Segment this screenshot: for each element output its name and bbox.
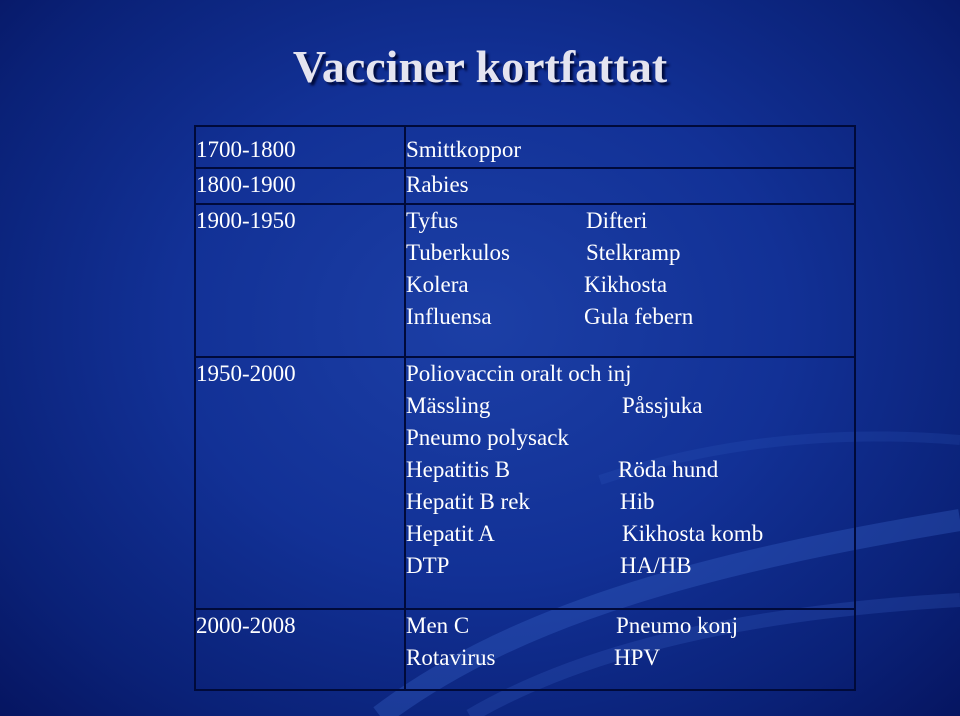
vaccine-cell (405, 357, 855, 609)
vaccine-name: Hepatitis B (406, 457, 511, 482)
vaccine-cell (405, 204, 855, 357)
table-row (195, 126, 855, 168)
vaccine-name: Stelkramp (586, 240, 681, 265)
vaccine-cell (405, 168, 855, 204)
vaccine-name: Tuberkulos (406, 240, 510, 265)
period-cell: 2000-2008 (195, 609, 405, 690)
vaccine-name: Difteri (586, 208, 648, 233)
vaccine-name: Kolera (406, 272, 469, 297)
vaccine-name: Rabies (406, 172, 469, 197)
vaccine-name: Mässling (406, 393, 491, 418)
table-row (195, 609, 855, 690)
period-cell: 1950-2000 (195, 357, 405, 609)
vaccine-name: Pneumo konj (616, 613, 739, 638)
vaccine-name: Kikhosta komb (622, 521, 764, 546)
period-cell: 1800-1900 (195, 168, 405, 204)
slide-title: Vacciner kortfattat (292, 41, 668, 92)
vaccine-name: Röda hund (618, 457, 719, 482)
vaccine-name: HPV (614, 645, 661, 670)
table-row (195, 357, 855, 609)
vaccine-name: Gula febern (584, 304, 694, 329)
vaccine-name: Hepatit A (406, 521, 495, 546)
vaccine-name: Påssjuka (622, 393, 703, 418)
vaccine-name: DTP (406, 553, 450, 578)
table-row (195, 204, 855, 357)
vaccine-name: Men C (406, 613, 470, 638)
vaccine-name: Kikhosta (584, 272, 668, 297)
vaccine-cell (405, 609, 855, 690)
vaccine-name: Rotavirus (406, 645, 496, 670)
vaccine-name: Hepatit B rek (406, 489, 530, 514)
vaccine-name: Poliovaccin oralt och inj (406, 361, 632, 386)
period-cell: 1900-1950 (195, 204, 405, 357)
vaccine-name: Tyfus (406, 208, 459, 233)
vaccine-name: Hib (620, 489, 655, 514)
vaccine-timeline-table (194, 125, 856, 691)
vaccine-name: HA/HB (620, 553, 692, 578)
vaccine-cell (405, 126, 855, 168)
vaccine-name: Influensa (406, 304, 492, 329)
period-cell: 1700-1800 (195, 126, 405, 168)
table-row (195, 168, 855, 204)
vaccine-name: Smittkoppor (406, 137, 522, 162)
vaccine-name: Pneumo polysack (406, 425, 569, 450)
